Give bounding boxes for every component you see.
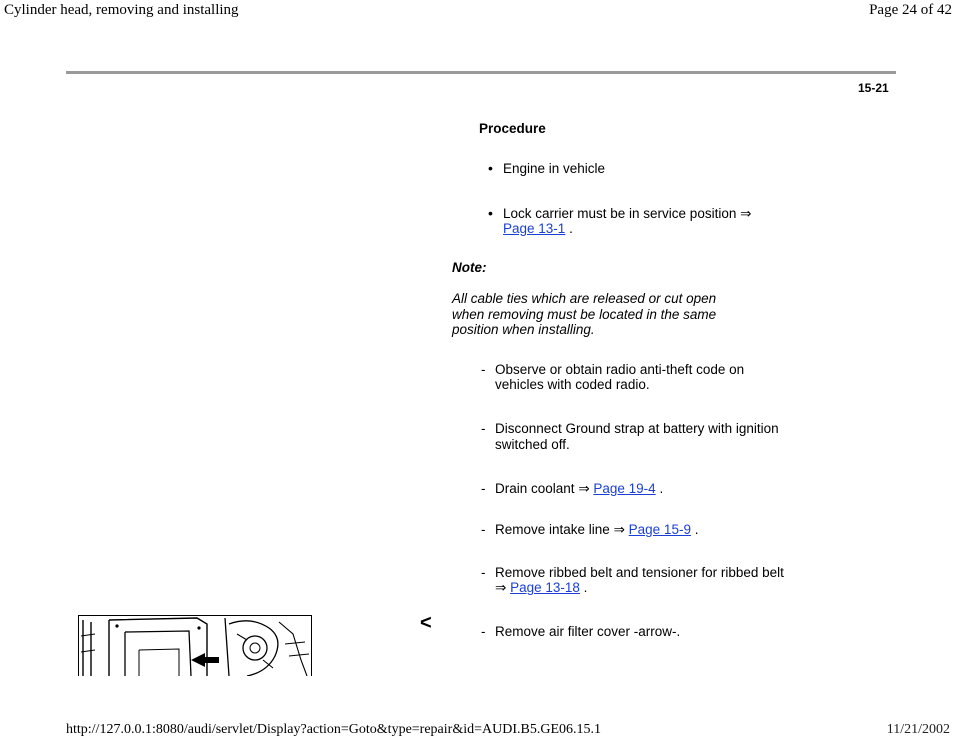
bullet-lock-carrier-ref	[503, 221, 573, 237]
page-indicator: Page 24 of 42	[869, 2, 952, 18]
link-page-13-1[interactable]: Page 13-1	[503, 221, 566, 236]
top-divider	[66, 71, 896, 74]
ref-suffix: .	[565, 221, 573, 236]
ref-suffix: .	[579, 580, 588, 595]
step-radio-code-line: Observe or obtain radio anti-theft code on	[495, 362, 745, 377]
step-dash: -	[481, 522, 486, 537]
step-ground-strap-line: Disconnect Ground strap at battery with ignition	[495, 421, 779, 436]
step-dash: -	[481, 362, 486, 377]
note-line: All cable ties which are released or cut open	[452, 291, 717, 306]
link-page-13-18[interactable]: Page 13-18	[510, 580, 580, 595]
arrow-icon: ⇒	[495, 580, 507, 596]
figure-pointer-icon: <	[420, 612, 432, 634]
engine-bay-figure	[78, 615, 312, 676]
bullet-engine-in-vehicle: Engine in vehicle	[503, 161, 606, 176]
step-dash: -	[481, 481, 486, 496]
section-page-number: 15-21	[858, 81, 889, 95]
step-radio-code-line: vehicles with coded radio.	[495, 377, 650, 392]
link-page-19-4[interactable]: Page 19-4	[593, 481, 656, 496]
step-drain-coolant	[495, 481, 663, 498]
bullet-dot: •	[488, 160, 493, 176]
note-line: position when installing.	[452, 322, 595, 337]
step-dash: -	[481, 624, 486, 639]
bullet-lock-carrier-text: Lock carrier must be in service position	[503, 206, 737, 221]
step-dash: -	[481, 421, 486, 436]
footer-url: http://127.0.0.1:8080/audi/servlet/Display?action=Goto&type=repair&id=AUDI.B5.GE06.15.1	[66, 722, 601, 737]
document-title: Cylinder head, removing and installing	[4, 2, 239, 18]
ref-suffix: .	[690, 522, 699, 537]
step-remove-air-filter-cover: Remove air filter cover -arrow-.	[495, 624, 681, 639]
ref-suffix: .	[655, 481, 664, 496]
link-page-15-9[interactable]: Page 15-9	[628, 522, 691, 537]
footer-date: 11/21/2002	[886, 722, 950, 737]
step-remove-intake-text: Remove intake line	[495, 522, 610, 537]
arrow-icon: ⇒	[740, 206, 752, 222]
step-remove-ribbed-belt: Remove ribbed belt and tensioner for ribbed belt	[495, 565, 784, 580]
step-ribbed-belt-ref	[495, 580, 587, 597]
arrow-icon: ⇒	[578, 481, 590, 497]
step-remove-intake	[495, 522, 698, 539]
procedure-heading: Procedure	[479, 121, 546, 136]
bullet-dot: •	[488, 205, 493, 221]
engine-bay-illustration	[79, 616, 311, 676]
arrow-icon: ⇒	[613, 522, 625, 538]
step-ground-strap-line: switched off.	[495, 437, 570, 452]
note-heading: Note:	[452, 260, 487, 275]
note-line: when removing must be located in the same	[452, 307, 717, 322]
step-dash: -	[481, 565, 486, 580]
step-drain-coolant-text: Drain coolant	[495, 481, 575, 496]
